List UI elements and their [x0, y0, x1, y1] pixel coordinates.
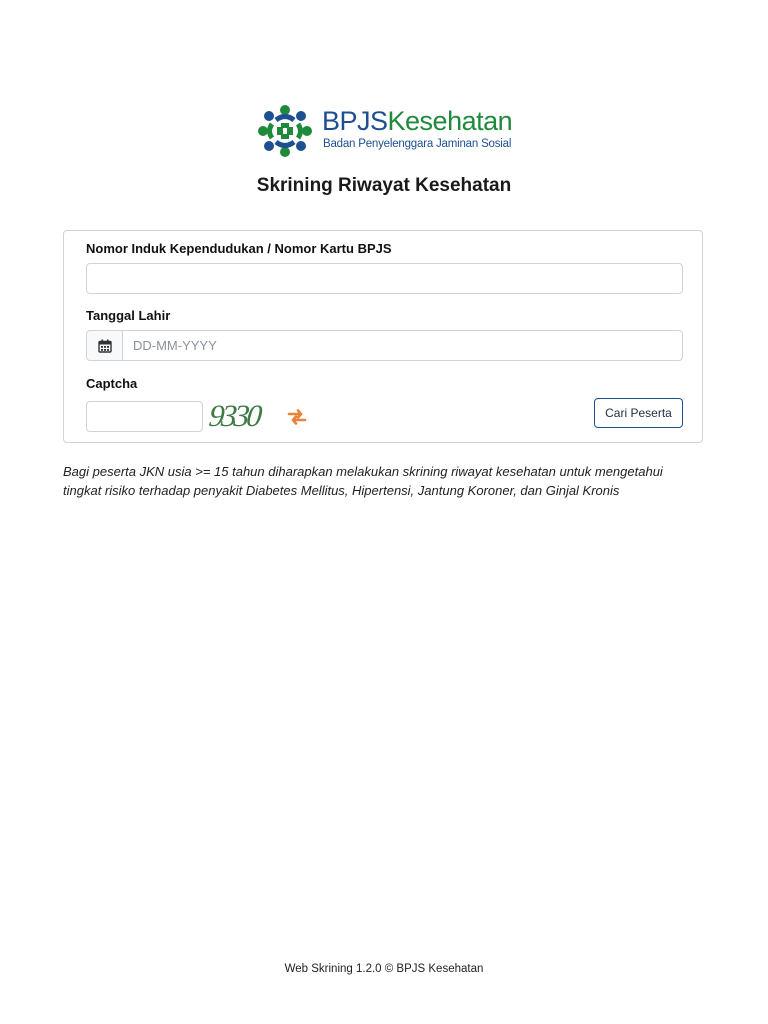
nik-input[interactable] — [86, 263, 683, 294]
nik-label: Nomor Induk Kependudukan / Nomor Kartu BPJS — [86, 241, 392, 256]
logo-wordmark — [322, 106, 512, 136]
cari-peserta-button[interactable]: Cari Peserta — [594, 398, 683, 428]
logo-subtitle: Badan Penyelenggara Jaminan Sosial — [323, 138, 512, 150]
page-title: Skrining Riwayat Kesehatan — [256, 175, 512, 196]
dob-label: Tanggal Lahir — [86, 308, 171, 323]
screening-note: Bagi peserta JKN usia >= 15 tahun diharapkan melakukan skrining riwayat kesehatan untuk mengetahui tingkat risiko terhadap penyakit Diabetes Mellitus, Hipertensi, Jantung Koroner, dan Ginjal Kronis — [63, 464, 663, 498]
screening-form-card — [63, 230, 703, 443]
captcha-input[interactable] — [86, 401, 203, 432]
dob-input[interactable] — [122, 330, 683, 361]
bpjs-logo — [256, 104, 518, 158]
footer: Web Skrining 1.2.0 © BPJS Kesehatan — [284, 963, 484, 975]
bpjs-emblem-icon — [256, 104, 314, 158]
logo-kesehatan-text: Kesehatan — [387, 106, 513, 136]
captcha-image: 9330 — [207, 398, 261, 433]
refresh-icon[interactable] — [286, 406, 308, 428]
calendar-icon[interactable] — [86, 330, 123, 361]
logo-bpjs-text: BPJS — [322, 106, 388, 136]
captcha-label: Captcha — [86, 376, 138, 391]
dob-input-group — [86, 330, 683, 361]
